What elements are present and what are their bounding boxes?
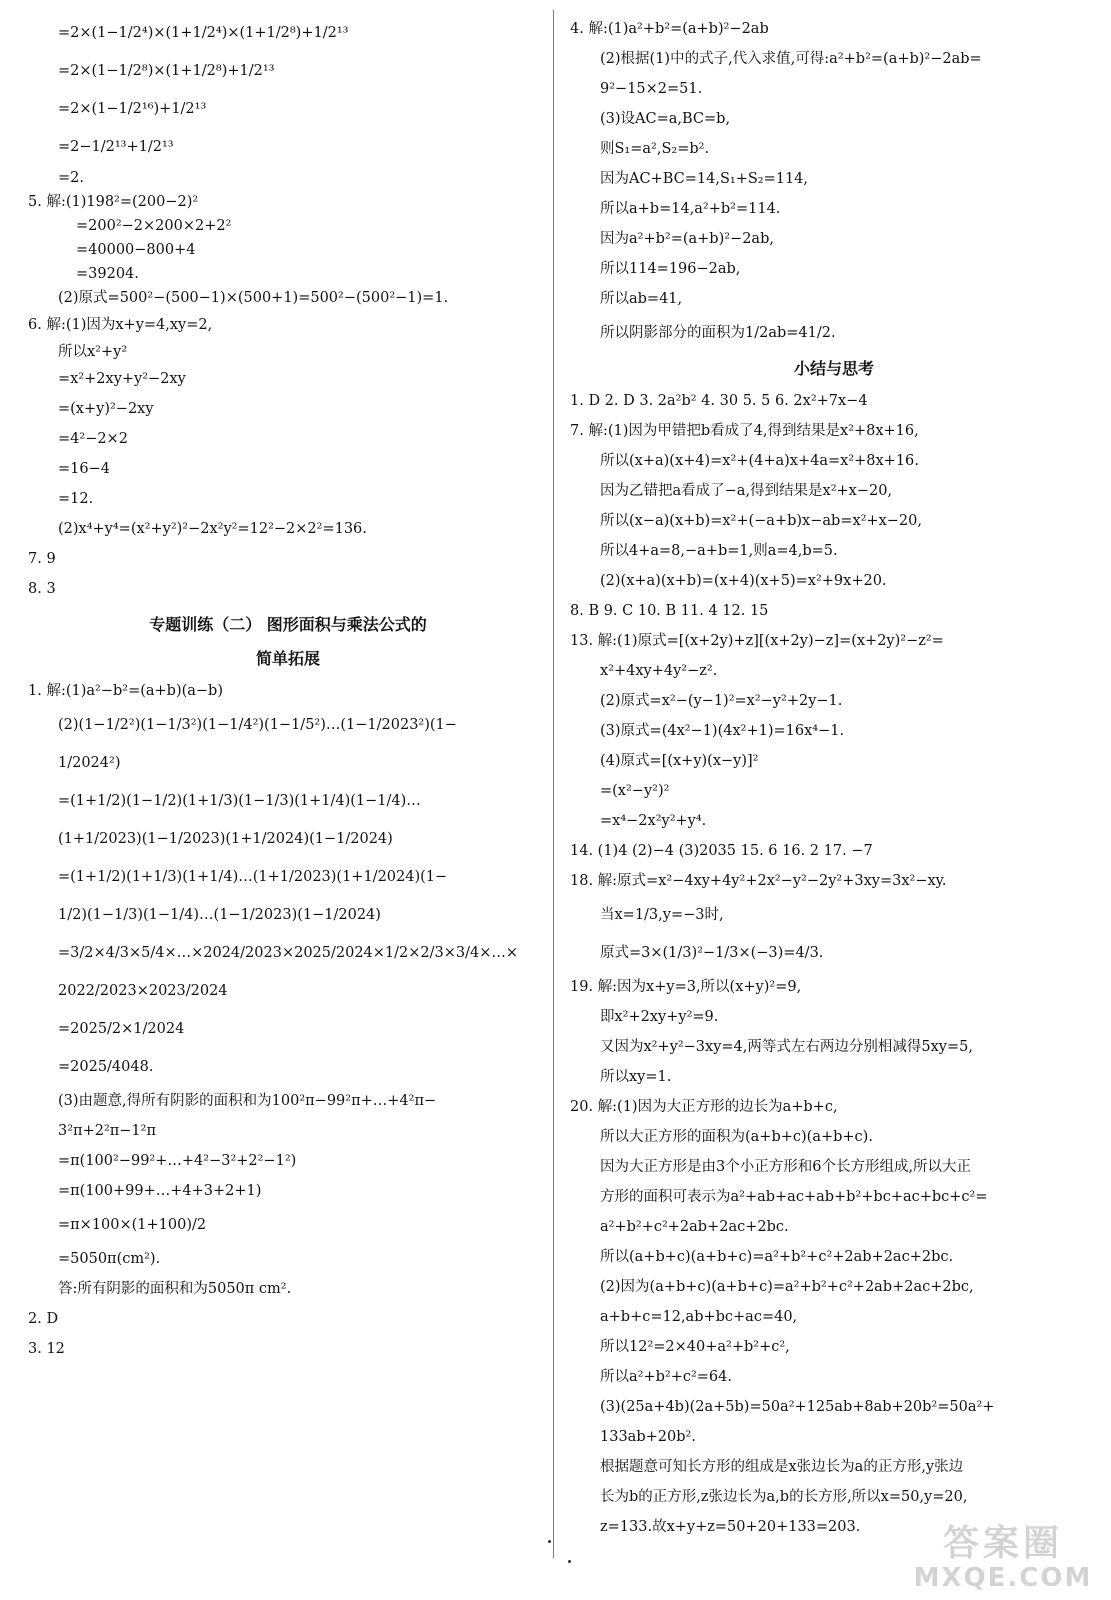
solution-line: z=133.故x+y+z=50+20+133=203. [600,1519,861,1535]
print-dot [548,1540,551,1543]
solution-line: 9²−15×2=51. [600,81,703,97]
solution-line: (2)(1−1/2²)(1−1/3²)(1−1/4²)(1−1/5²)…(1−1/2023²)(1− [58,717,457,733]
solution-line: =(x+y)²−2xy [58,401,154,417]
solution-line: =39204. [76,266,139,282]
solution-line: (3)原式=(4x²−1)(4x²+1)=16x⁴−1. [600,723,845,739]
solution-line: =2025/4048. [58,1059,154,1075]
solution-line: 1/2)(1−1/3)(1−1/4)…(1−1/2023)(1−1/2024) [58,907,381,923]
solution-line: (2)原式=x²−(y−1)²=x²−y²+2y−1. [600,693,843,709]
right-solutions-top [570,14,1098,352]
solution-line: 8. 3 [28,581,56,597]
solution-line: 1/2024²) [58,755,121,771]
solution-line: 所以ab=41, [600,291,683,307]
solution-line: 8. B 9. C 10. B 11. 4 12. 15 [570,603,769,619]
solution-line: 1. D 2. D 3. 2a²b² 4. 30 5. 5 6. 2x²+7x−4 [570,393,868,409]
solution-line: 方形的面积可表示为a²+ab+ac+ab+b²+bc+ac+bc+c²= [600,1189,988,1205]
right-column [570,14,1098,1542]
section-heading-line1: 专题训练（二） 图形面积与乘法公式的 [149,615,427,634]
solution-line: =(1+1/2)(1−1/2)(1+1/3)(1−1/3)(1+1/4)(1−1/4)… [58,793,421,809]
left-solutions-top [28,14,548,604]
solution-line: 即x²+2xy+y²=9. [600,1009,719,1025]
solution-line: 因为a²+b²=(a+b)²−2ab, [600,231,774,247]
solution-line: 所以12²=2×40+a²+b²+c², [600,1339,790,1355]
solution-line: =π(100+99+…+4+3+2+1) [58,1183,262,1199]
solution-line: 所以xy=1. [600,1069,672,1085]
solution-line: 20. 解:(1)因为大正方形的边长为a+b+c, [570,1099,838,1115]
solution-line: (2)根据(1)中的式子,代入求值,可得:a²+b²=(a+b)²−2ab= [600,51,982,67]
solution-line: 所以大正方形的面积为(a+b+c)(a+b+c). [600,1129,873,1145]
solution-line: (3)(25a+4b)(2a+5b)=50a²+125ab+8ab+20b²=50a²+ [600,1399,995,1415]
solution-line: 4. 解:(1)a²+b²=(a+b)²−2ab [570,21,769,37]
solution-line: 6. 解:(1)因为x+y=4,xy=2, [28,317,213,333]
solution-line: 所以(x−a)(x+b)=x²+(−a+b)x−ab=x²+x−20, [600,513,922,529]
solution-line: =200²−2×200×2+2² [76,218,232,234]
solution-line: =(x²−y²)² [600,783,670,799]
solution-line: 14. (1)4 (2)−4 (3)2035 15. 6 16. 2 17. −7 [570,843,873,859]
section-heading-line2: 简单拓展 [255,649,320,668]
solution-line: 3. 12 [28,1341,65,1357]
solution-line: 当x=1/3,y=−3时, [600,907,724,923]
solution-line: 因为AC+BC=14,S₁+S₂=114, [600,171,809,187]
solution-line: 所以a²+b²+c²=64. [600,1369,732,1385]
solution-line: 原式=3×(1/3)²−1/3×(−3)=4/3. [600,945,824,961]
solution-line: =2×(1−1/2⁴)×(1+1/2⁴)×(1+1/2⁸)+1/2¹³ [58,25,349,41]
watermark-bottom: MXQE.COM [913,1563,1093,1593]
solution-line: 所以x²+y² [58,344,128,360]
solution-line: 又因为x²+y²−3xy=4,两等式左右两边分别相减得5xy=5, [600,1039,973,1055]
solution-line: a+b+c=12,ab+bc+ac=40, [600,1309,798,1325]
left-column [28,14,548,1364]
solution-line: (2)x⁴+y⁴=(x²+y²)²−2x²y²=12²−2×2²=136. [58,521,367,537]
solution-line: 7. 9 [28,551,56,567]
solution-line: (2)原式=500²−(500−1)×(500+1)=500²−(500²−1)=1. [58,290,449,306]
solution-line: 1. 解:(1)a²−b²=(a+b)(a−b) [28,683,223,699]
solution-line: 2022/2023×2023/2024 [58,983,228,999]
solution-line: 所以阴影部分的面积为1/2ab=41/2. [600,325,836,341]
solution-line: 所以(x+a)(x+4)=x²+(4+a)x+4a=x²+8x+16. [600,453,919,469]
solution-line: (3)由题意,得所有阴影的面积和为100²π−99²π+…+4²π− [58,1093,437,1109]
solution-line: 因为乙错把a看成了−a,得到结果是x²+x−20, [600,483,893,499]
solution-line: 所以114=196−2ab, [600,261,741,277]
solution-line: =π×100×(1+100)/2 [58,1217,207,1233]
solution-line: 根据题意可知长方形的组成是x张边长为a的正方形,y张边 [600,1459,964,1475]
solution-line: =5050π(cm²). [58,1251,161,1267]
solution-line: (2)因为(a+b+c)(a+b+c)=a²+b²+c²+2ab+2ac+2bc, [600,1279,974,1295]
solution-line: =3/2×4/3×5/4×…×2024/2023×2025/2024×1/2×2/3×3/4×…× [58,945,519,961]
summary-heading: 小结与思考 [793,359,874,378]
solution-line: (3)设AC=a,BC=b, [600,111,731,127]
solution-line: 长为b的正方形,z张边长为a,b的长方形,所以x=50,y=20, [600,1489,968,1505]
solution-line: =π(100²−99²+…+4²−3²+2²−1²) [58,1153,297,1169]
solution-line: 所以4+a=8,−a+b=1,则a=4,b=5. [600,543,838,559]
column-divider [553,10,554,1558]
solution-line: 所以a+b=14,a²+b²=114. [600,201,781,217]
solution-line: 则S₁=a²,S₂=b². [600,141,710,157]
section-heading [28,608,548,676]
solution-line: 答:所有阴影的面积和为5050π cm². [58,1281,292,1297]
print-dot [568,1560,571,1563]
solution-line: =4²−2×2 [58,431,128,447]
solution-line: a²+b²+c²+2ab+2ac+2bc. [600,1219,789,1235]
solution-line: x²+4xy+4y²−z². [600,663,718,679]
solution-line: =(1+1/2)(1+1/3)(1+1/4)…(1+1/2023)(1+1/2024)(1− [58,869,448,885]
solution-line: =x²+2xy+y²−2xy [58,371,186,387]
solution-line: 133ab+20b². [600,1429,696,1445]
solution-line: =2−1/2¹³+1/2¹³ [58,139,174,155]
solution-line: 7. 解:(1)因为甲错把b看成了4,得到结果是x²+8x+16, [570,423,919,439]
solution-line: 19. 解:因为x+y=3,所以(x+y)²=9, [570,979,802,995]
solution-line: 2. D [28,1311,59,1327]
solution-line: =2025/2×1/2024 [58,1021,185,1037]
solution-line: =12. [58,491,94,507]
solution-line: 因为大正方形是由3个小正方形和6个长方形组成,所以大正 [600,1159,972,1175]
solution-line: 所以(a+b+c)(a+b+c)=a²+b²+c²+2ab+2ac+2bc. [600,1249,954,1265]
solution-line: 13. 解:(1)原式=[(x+2y)+z][(x+2y)−z]=(x+2y)²−z²= [570,633,944,649]
solution-line: (2)(x+a)(x+b)=(x+4)(x+5)=x²+9x+20. [600,573,887,589]
solution-line: =2. [58,170,84,186]
watermark-logo [903,1524,1103,1594]
solution-line: (1+1/2023)(1−1/2023)(1+1/2024)(1−1/2024) [58,831,393,847]
solution-line: =2×(1−1/2⁸)×(1+1/2⁸)+1/2¹³ [58,63,275,79]
solution-line: =2×(1−1/2¹⁶)+1/2¹³ [58,101,207,117]
solution-line: =40000−800+4 [76,242,196,258]
solution-line: 5. 解:(1)198²=(200−2)² [28,194,199,210]
right-solutions-bottom [570,386,1098,1542]
solution-line: 18. 解:原式=x²−4xy+4y²+2x²−y²−2y²+3xy=3x²−xy. [570,873,947,889]
solution-line: 3²π+2²π−1²π [58,1123,157,1139]
solution-line: (4)原式=[(x+y)(x−y)]² [600,753,759,769]
solution-line: =x⁴−2x²y²+y⁴. [600,813,707,829]
left-solutions-bottom [28,676,548,1364]
solution-line: =16−4 [58,461,110,477]
watermark-top: 答案圈 [942,1523,1063,1564]
